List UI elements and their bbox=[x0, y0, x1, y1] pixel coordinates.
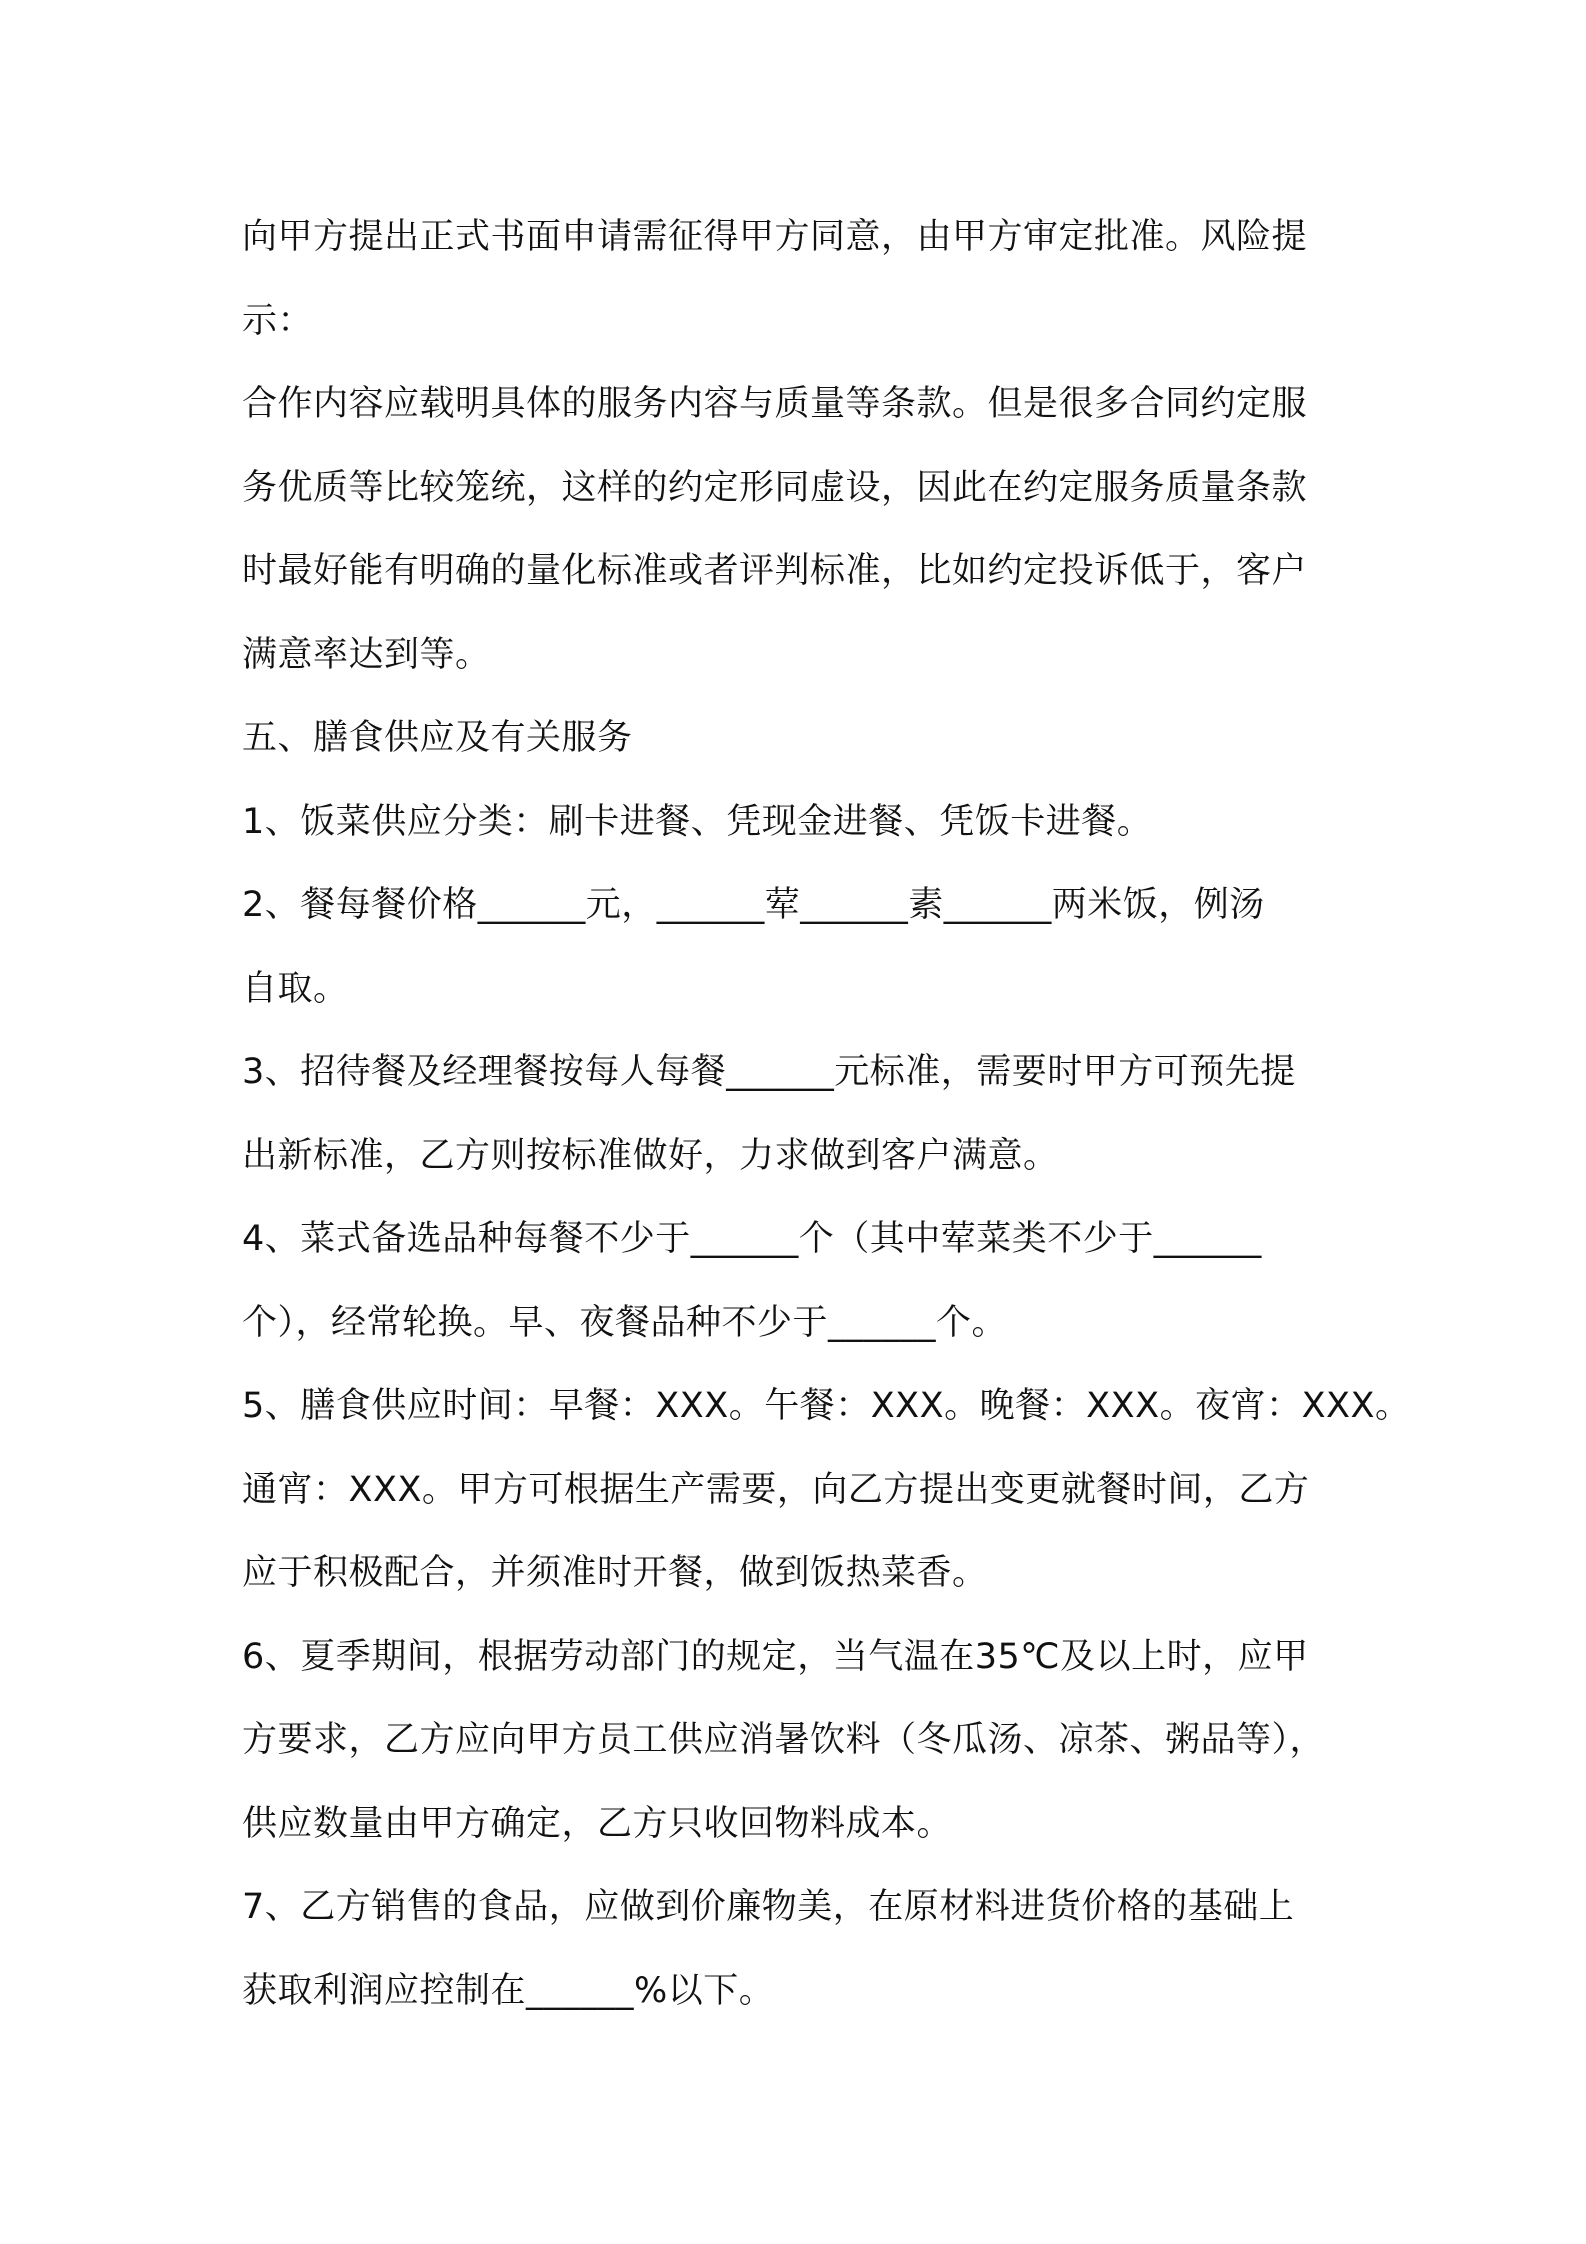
text-line: 出新标准，乙方则按标准做好，力求做到客户满意。 bbox=[242, 1135, 1059, 1176]
section-heading: 五、膳食供应及有关服务 bbox=[242, 718, 633, 758]
text-line: 3、招待餐及经理餐按每人每餐______元标准，需要时甲方可预先提 bbox=[242, 1052, 1296, 1092]
text-line: 6、夏季期间，根据劳动部门的规定，当气温在35℃及以上时，应甲 bbox=[242, 1636, 1309, 1677]
text-line: 务优质等比较笼统，这样的约定形同虚设，因此在约定服务质量条款 bbox=[242, 467, 1308, 508]
text-line: 应于积极配合，并须准时开餐，做到饭热菜香。 bbox=[242, 1553, 988, 1593]
text-line: 供应数量由甲方确定，乙方只收回物料成本。 bbox=[242, 1803, 953, 1844]
text-line: 自取。 bbox=[242, 968, 349, 1009]
text-line: 4、菜式备选品种每餐不少于______个（其中荤菜类不少于______ bbox=[242, 1219, 1262, 1259]
text-line: 5、膳食供应时间：早餐：XXX。午餐：XXX。晚餐：XXX。夜宵：XXX。 bbox=[242, 1386, 1411, 1426]
text-line: 7、乙方销售的食品，应做到价廉物美，在原材料进货价格的基础上 bbox=[242, 1887, 1295, 1927]
text-line: 个），经常轮换。早、夜餐品种不少于______个。 bbox=[242, 1302, 1008, 1343]
text-line: 满意率达到等。 bbox=[242, 634, 491, 675]
text-line: 2、餐每餐价格______元，______荤______素______两米饭，例汤 bbox=[242, 885, 1265, 925]
text-line: 合作内容应载明具体的服务内容与质量等条款。但是很多合同约定服 bbox=[242, 384, 1308, 424]
text-line: 向甲方提出正式书面申请需征得甲方同意，由甲方审定批准。风险提 bbox=[242, 217, 1308, 257]
text-line: 通宵：XXX。甲方可根据生产需要，向乙方提出变更就餐时间，乙方 bbox=[242, 1469, 1310, 1510]
text-line: 获取利润应控制在______%以下。 bbox=[242, 1970, 775, 2011]
document-body bbox=[242, 196, 1411, 2033]
text-line: 示： bbox=[242, 300, 314, 341]
text-line: 1、饭菜供应分类：刷卡进餐、凭现金进餐、凭饭卡进餐。 bbox=[242, 801, 1153, 842]
text-line: 方要求，乙方应向甲方员工供应消暑饮料（冬瓜汤、凉茶、粥品等）， bbox=[242, 1720, 1326, 1760]
text-line: 时最好能有明确的量化标准或者评判标准，比如约定投诉低于，客户 bbox=[242, 551, 1308, 591]
